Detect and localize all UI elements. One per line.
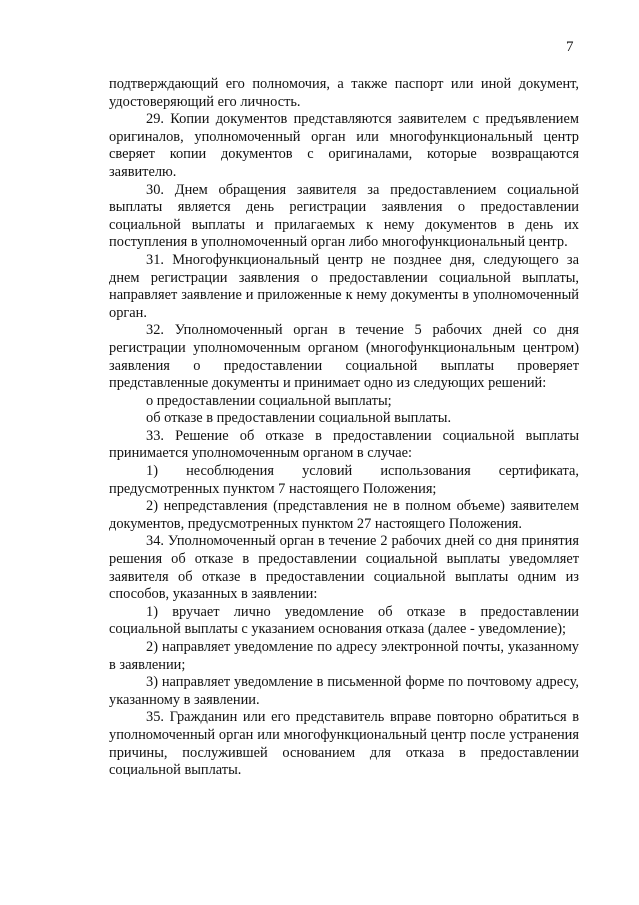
paragraph-33: 33. Решение об отказе в предоставлении социальной выплаты принимается уполномоченным органом в случае:: [109, 427, 579, 462]
paragraph-31: 31. Многофункциональный центр не позднее дня, следующего за днем регистрации заявления о предоставлении социальной выплаты, направляет заявление и приложенные к нему документы в уполномоченный орган.: [109, 251, 579, 321]
paragraph-34: 34. Уполномоченный орган в течение 2 рабочих дней со дня принятия решения об отказе в предоставлении социальной выплаты уведомляет заявителя об отказе в предоставлении социальной выплаты одним из способов, указанных в заявлении:: [109, 533, 579, 603]
page-number: 7: [566, 39, 574, 55]
paragraph-32: 32. Уполномоченный орган в течение 5 рабочих дней со дня регистрации уполномоченным органом (многофункциональным центром) заявления о предоставлении социальной выплаты проверяет представленные документы и принимает одно из следующих решений:: [109, 322, 579, 392]
paragraph-33-item-1: 1) несоблюдения условий использования сертификата, предусмотренных пунктом 7 настоящего Положения;: [109, 463, 579, 497]
paragraph-29: 29. Копии документов представляются заявителем с предъявлением оригиналов, уполномоченный орган или многофункциональный центр сверяет копии документов с оригиналами, которые возвращаются заявителю.: [109, 111, 579, 180]
paragraph-33-item-2: 2) непредставления (представления не в полном объеме) заявителем документов, предусмотренных пунктом 27 настоящего Положения.: [109, 498, 579, 532]
document-body: [109, 76, 579, 780]
paragraph-34-item-1: 1) вручает лично уведомление об отказе в предоставлении социальной выплаты с указанием основания отказа (далее - уведомление);: [109, 603, 579, 638]
paragraph-32-option-1: о предоставлении социальной выплаты;: [146, 392, 392, 409]
paragraph-34-item-2: 2) направляет уведомление по адресу электронной почты, указанному в заявлении;: [109, 639, 579, 673]
paragraph-34-item-3: 3) направляет уведомление в письменной форме по почтовому адресу, указанному в заявлении.: [109, 674, 579, 708]
paragraph-30: 30. Днем обращения заявителя за предоставлением социальной выплаты является день регистрации заявления о предоставлении социальной выплаты и прилагаемых к нему документов в день их поступления в уполномоченный орган либо многофункциональный центр.: [109, 181, 579, 251]
paragraph-35: 35. Гражданин или его представитель вправе повторно обратиться в уполномоченный орган или многофункциональный центр после устранения причины, послужившей основанием для отказа в предоставлении социальной выплаты.: [109, 709, 579, 779]
paragraph-32-option-2: об отказе в предоставлении социальной выплаты.: [146, 410, 452, 427]
paragraph-continuation: подтверждающий его полномочия, а также паспорт или иной документ, удостоверяющий его личность.: [109, 76, 579, 110]
